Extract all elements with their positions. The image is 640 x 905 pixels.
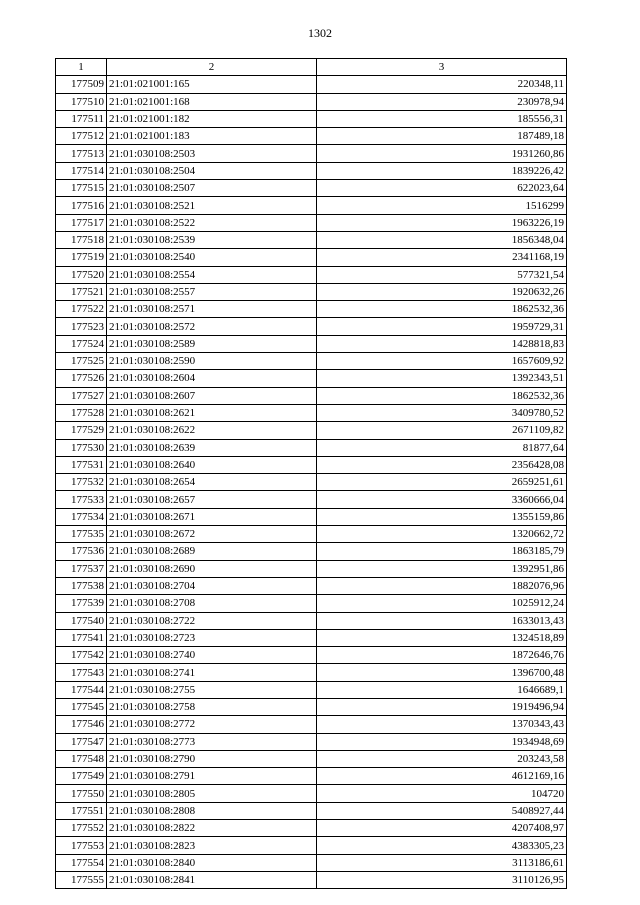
value-cell: 1882076,96 [317, 577, 567, 594]
cadastral-number-cell: 21:01:030108:2755 [107, 681, 317, 698]
table-row [56, 560, 567, 577]
row-number-cell: 177542 [56, 647, 107, 664]
table-row [56, 283, 567, 300]
cadastral-number-cell: 21:01:030108:2539 [107, 231, 317, 248]
table-row [56, 595, 567, 612]
row-number-cell: 177535 [56, 526, 107, 543]
value-cell: 1392343,51 [317, 370, 567, 387]
table-row [56, 231, 567, 248]
value-cell: 1934948,69 [317, 733, 567, 750]
row-number-cell: 177511 [56, 110, 107, 127]
table-row [56, 93, 567, 110]
table-row [56, 681, 567, 698]
table-row [56, 145, 567, 162]
row-number-cell: 177509 [56, 76, 107, 93]
value-cell: 1959729,31 [317, 318, 567, 335]
cadastral-number-cell: 21:01:030108:2622 [107, 422, 317, 439]
row-number-cell: 177510 [56, 93, 107, 110]
row-number-cell: 177512 [56, 128, 107, 145]
table-row [56, 750, 567, 767]
value-cell: 104720 [317, 785, 567, 802]
table-row [56, 318, 567, 335]
row-number-cell: 177540 [56, 612, 107, 629]
cadastral-number-cell: 21:01:021001:168 [107, 93, 317, 110]
cadastral-number-cell: 21:01:030108:2740 [107, 647, 317, 664]
table-row [56, 301, 567, 318]
row-number-cell: 177519 [56, 249, 107, 266]
cadastral-number-cell: 21:01:030108:2504 [107, 162, 317, 179]
value-cell: 577321,54 [317, 266, 567, 283]
cadastral-number-cell: 21:01:030108:2507 [107, 180, 317, 197]
value-cell: 1872646,76 [317, 647, 567, 664]
row-number-cell: 177529 [56, 422, 107, 439]
table-row [56, 422, 567, 439]
row-number-cell: 177516 [56, 197, 107, 214]
row-number-cell: 177517 [56, 214, 107, 231]
table-row [56, 387, 567, 404]
value-cell: 1862532,36 [317, 387, 567, 404]
cadastral-number-cell: 21:01:030108:2521 [107, 197, 317, 214]
value-cell: 1931260,86 [317, 145, 567, 162]
cadastral-number-cell: 21:01:030108:2654 [107, 474, 317, 491]
table-row [56, 214, 567, 231]
cadastral-number-cell: 21:01:030108:2657 [107, 491, 317, 508]
cadastral-number-cell: 21:01:030108:2841 [107, 871, 317, 888]
table-row [56, 577, 567, 594]
value-cell: 3409780,52 [317, 404, 567, 421]
value-cell: 220348,11 [317, 76, 567, 93]
value-cell: 3360666,04 [317, 491, 567, 508]
table-row [56, 612, 567, 629]
table-row [56, 629, 567, 646]
table-body [56, 76, 567, 889]
table-row [56, 456, 567, 473]
value-cell: 185556,31 [317, 110, 567, 127]
table-row [56, 110, 567, 127]
table-row [56, 197, 567, 214]
table-row [56, 370, 567, 387]
cadastral-number-cell: 21:01:030108:2689 [107, 543, 317, 560]
value-cell: 1324518,89 [317, 629, 567, 646]
cadastral-number-cell: 21:01:030108:2773 [107, 733, 317, 750]
value-cell: 2671109,82 [317, 422, 567, 439]
row-number-cell: 177524 [56, 335, 107, 352]
table-row [56, 526, 567, 543]
value-cell: 2356428,08 [317, 456, 567, 473]
row-number-cell: 177518 [56, 231, 107, 248]
value-cell: 230978,94 [317, 93, 567, 110]
row-number-cell: 177543 [56, 664, 107, 681]
cadastral-number-cell: 21:01:030108:2557 [107, 283, 317, 300]
value-cell: 1355159,86 [317, 508, 567, 525]
row-number-cell: 177530 [56, 439, 107, 456]
row-number-cell: 177514 [56, 162, 107, 179]
table-row [56, 543, 567, 560]
row-number-cell: 177553 [56, 837, 107, 854]
row-number-cell: 177548 [56, 750, 107, 767]
row-number-cell: 177532 [56, 474, 107, 491]
row-number-cell: 177537 [56, 560, 107, 577]
row-number-cell: 177533 [56, 491, 107, 508]
cadastral-number-cell: 21:01:030108:2822 [107, 820, 317, 837]
table-row [56, 854, 567, 871]
cadastral-number-cell: 21:01:021001:182 [107, 110, 317, 127]
value-cell: 1633013,43 [317, 612, 567, 629]
cadastral-number-cell: 21:01:030108:2607 [107, 387, 317, 404]
column-header-1: 1 [56, 59, 107, 76]
value-cell: 1370343,43 [317, 716, 567, 733]
table-row [56, 353, 567, 370]
row-number-cell: 177515 [56, 180, 107, 197]
row-number-cell: 177545 [56, 698, 107, 715]
row-number-cell: 177549 [56, 768, 107, 785]
value-cell: 5408927,44 [317, 802, 567, 819]
cadastral-number-cell: 21:01:030108:2604 [107, 370, 317, 387]
cadastral-number-cell: 21:01:030108:2540 [107, 249, 317, 266]
row-number-cell: 177555 [56, 871, 107, 888]
table-row [56, 266, 567, 283]
value-cell: 187489,18 [317, 128, 567, 145]
row-number-cell: 177552 [56, 820, 107, 837]
cadastral-number-cell: 21:01:021001:165 [107, 76, 317, 93]
table-row [56, 768, 567, 785]
table-row [56, 785, 567, 802]
cadastral-number-cell: 21:01:030108:2704 [107, 577, 317, 594]
value-cell: 1919496,94 [317, 698, 567, 715]
cadastral-number-cell: 21:01:030108:2790 [107, 750, 317, 767]
table-row [56, 508, 567, 525]
row-number-cell: 177538 [56, 577, 107, 594]
column-header-3: 3 [317, 59, 567, 76]
value-cell: 1320662,72 [317, 526, 567, 543]
cadastral-number-cell: 21:01:030108:2572 [107, 318, 317, 335]
cadastral-number-cell: 21:01:030108:2554 [107, 266, 317, 283]
table-row [56, 698, 567, 715]
table-row [56, 335, 567, 352]
table-row [56, 439, 567, 456]
row-number-cell: 177546 [56, 716, 107, 733]
value-cell: 3113186,61 [317, 854, 567, 871]
cadastral-number-cell: 21:01:030108:2772 [107, 716, 317, 733]
cadastral-number-cell: 21:01:030108:2741 [107, 664, 317, 681]
table-row [56, 249, 567, 266]
cadastral-number-cell: 21:01:030108:2590 [107, 353, 317, 370]
value-cell: 203243,58 [317, 750, 567, 767]
row-number-cell: 177550 [56, 785, 107, 802]
cadastral-number-cell: 21:01:030108:2840 [107, 854, 317, 871]
cadastral-number-cell: 21:01:030108:2672 [107, 526, 317, 543]
table-row [56, 733, 567, 750]
cadastral-number-cell: 21:01:030108:2690 [107, 560, 317, 577]
cadastral-number-cell: 21:01:030108:2621 [107, 404, 317, 421]
table-header-row [56, 59, 567, 76]
cadastral-number-cell: 21:01:030108:2671 [107, 508, 317, 525]
value-cell: 1428818,83 [317, 335, 567, 352]
value-cell: 1025912,24 [317, 595, 567, 612]
row-number-cell: 177528 [56, 404, 107, 421]
cadastral-number-cell: 21:01:030108:2791 [107, 768, 317, 785]
registry-table [55, 58, 567, 889]
page-number: 1302 [308, 26, 332, 40]
value-cell: 81877,64 [317, 439, 567, 456]
row-number-cell: 177551 [56, 802, 107, 819]
table-row [56, 404, 567, 421]
row-number-cell: 177522 [56, 301, 107, 318]
table-row [56, 647, 567, 664]
cadastral-number-cell: 21:01:030108:2571 [107, 301, 317, 318]
cadastral-number-cell: 21:01:030108:2639 [107, 439, 317, 456]
table-row [56, 820, 567, 837]
value-cell: 1839226,42 [317, 162, 567, 179]
row-number-cell: 177526 [56, 370, 107, 387]
row-number-cell: 177544 [56, 681, 107, 698]
table-row [56, 871, 567, 888]
value-cell: 1920632,26 [317, 283, 567, 300]
row-number-cell: 177513 [56, 145, 107, 162]
value-cell: 1863185,79 [317, 543, 567, 560]
row-number-cell: 177539 [56, 595, 107, 612]
value-cell: 2659251,61 [317, 474, 567, 491]
table-row [56, 716, 567, 733]
row-number-cell: 177525 [56, 353, 107, 370]
cadastral-number-cell: 21:01:030108:2503 [107, 145, 317, 162]
cadastral-number-cell: 21:01:030108:2723 [107, 629, 317, 646]
table-row [56, 491, 567, 508]
value-cell: 1862532,36 [317, 301, 567, 318]
row-number-cell: 177534 [56, 508, 107, 525]
value-cell: 3110126,95 [317, 871, 567, 888]
row-number-cell: 177520 [56, 266, 107, 283]
value-cell: 622023,64 [317, 180, 567, 197]
table-row [56, 162, 567, 179]
value-cell: 1516299 [317, 197, 567, 214]
row-number-cell: 177531 [56, 456, 107, 473]
table-row [56, 474, 567, 491]
cadastral-number-cell: 21:01:030108:2589 [107, 335, 317, 352]
cadastral-number-cell: 21:01:030108:2522 [107, 214, 317, 231]
column-header-2: 2 [107, 59, 317, 76]
row-number-cell: 177547 [56, 733, 107, 750]
cadastral-number-cell: 21:01:030108:2805 [107, 785, 317, 802]
table-row [56, 180, 567, 197]
value-cell: 1963226,19 [317, 214, 567, 231]
cadastral-number-cell: 21:01:030108:2640 [107, 456, 317, 473]
table-row [56, 802, 567, 819]
row-number-cell: 177527 [56, 387, 107, 404]
value-cell: 1646689,1 [317, 681, 567, 698]
cadastral-number-cell: 21:01:030108:2758 [107, 698, 317, 715]
table-row [56, 76, 567, 93]
value-cell: 4612169,16 [317, 768, 567, 785]
value-cell: 4207408,97 [317, 820, 567, 837]
value-cell: 1657609,92 [317, 353, 567, 370]
row-number-cell: 177536 [56, 543, 107, 560]
value-cell: 1392951,86 [317, 560, 567, 577]
table-row [56, 128, 567, 145]
row-number-cell: 177523 [56, 318, 107, 335]
row-number-cell: 177541 [56, 629, 107, 646]
table-row [56, 664, 567, 681]
value-cell: 1396700,48 [317, 664, 567, 681]
table-row [56, 837, 567, 854]
row-number-cell: 177521 [56, 283, 107, 300]
cadastral-number-cell: 21:01:021001:183 [107, 128, 317, 145]
value-cell: 4383305,23 [317, 837, 567, 854]
cadastral-number-cell: 21:01:030108:2722 [107, 612, 317, 629]
row-number-cell: 177554 [56, 854, 107, 871]
cadastral-number-cell: 21:01:030108:2708 [107, 595, 317, 612]
value-cell: 2341168,19 [317, 249, 567, 266]
cadastral-number-cell: 21:01:030108:2808 [107, 802, 317, 819]
value-cell: 1856348,04 [317, 231, 567, 248]
cadastral-number-cell: 21:01:030108:2823 [107, 837, 317, 854]
